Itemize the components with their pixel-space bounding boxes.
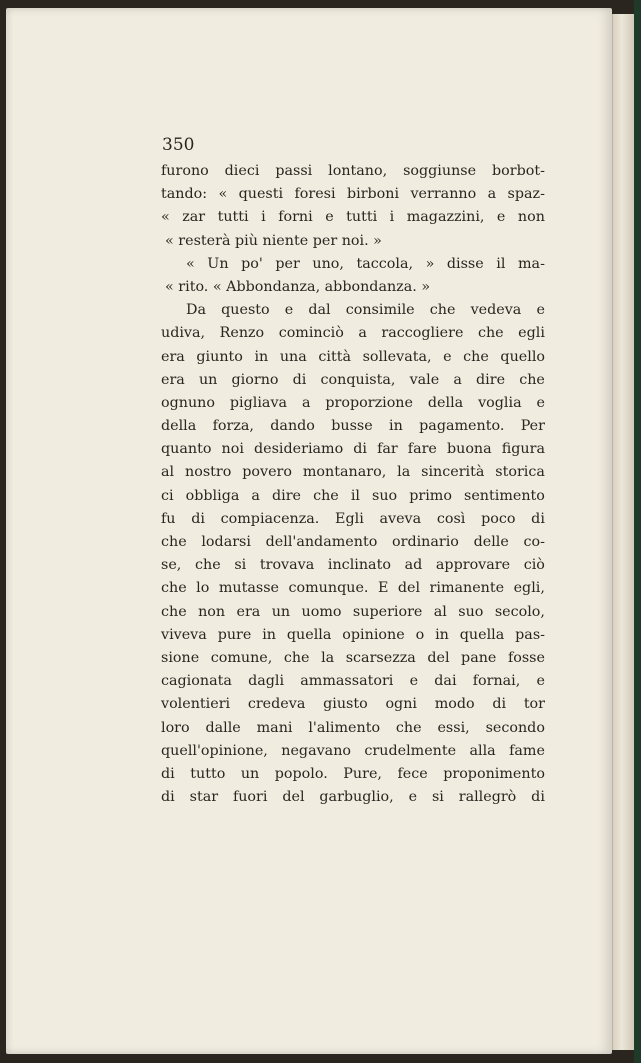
text-line: « resterà più niente per noi. » — [165, 232, 382, 249]
text-line: « rito. « Abbondanza, abbondanza. » — [165, 278, 431, 295]
text-line: se, che si trovava inclinato ad approvare ciò — [161, 557, 545, 574]
text-line: ci obbliga a dire che il suo primo sentimento — [161, 487, 545, 504]
text-line: sione comune, che la scarsezza del pane fosse — [161, 649, 545, 666]
text-line: cagionata dagli ammassatori e dai fornai, e — [161, 673, 545, 690]
text-line: della forza, dando busse in pagamento. Per — [161, 418, 545, 435]
text-line: che non era un uomo superiore al suo secolo, — [161, 603, 545, 620]
text-line: tando: « questi foresi birboni verranno a spaz- — [161, 186, 545, 203]
text-line: di tutto un popolo. Pure, fece proponimento — [161, 765, 545, 782]
page-edge-stack — [612, 14, 635, 1050]
text-line: ognuno pigliava a proporzione della voglia e — [161, 394, 545, 411]
text-line: era un giorno di conquista, vale a dire che — [161, 371, 545, 388]
book-cover-edge — [634, 0, 641, 1063]
text-line: « Un po' per uno, taccola, » disse il ma- — [186, 255, 545, 272]
text-line: volentieri credeva giusto ogni modo di tor — [161, 696, 545, 713]
page-number: 350 — [162, 135, 195, 155]
text-line: loro dalle mani l'alimento che essi, secondo — [161, 719, 545, 736]
text-line: viveva pure in quella opinione o in quella pas- — [161, 626, 545, 643]
text-line: quell'opinione, negavano crudelmente alla fame — [161, 742, 545, 759]
body-text — [161, 160, 545, 809]
text-line: era giunto in una città sollevata, e che quello — [161, 348, 545, 365]
text-line: quanto noi desideriamo di far fare buona figura — [161, 441, 545, 458]
text-line: Da questo e dal consimile che vedeva e — [186, 302, 545, 319]
text-line: al nostro povero montanaro, la sincerità storica — [161, 464, 545, 481]
text-line: « zar tutti i forni e tutti i magazzini, e non — [161, 209, 545, 226]
text-line: fu di compiacenza. Egli aveva così poco di — [161, 510, 545, 527]
text-line: udiva, Renzo cominciò a raccogliere che egli — [161, 325, 545, 342]
text-line: che lodarsi dell'andamento ordinario delle co- — [161, 534, 545, 550]
text-line: di star fuori del garbuglio, e si rallegrò di — [161, 789, 545, 806]
text-line: che lo mutasse comunque. E del rimanente egli, — [161, 580, 545, 597]
text-line: furono dieci passi lontano, soggiunse borbot- — [161, 163, 545, 179]
